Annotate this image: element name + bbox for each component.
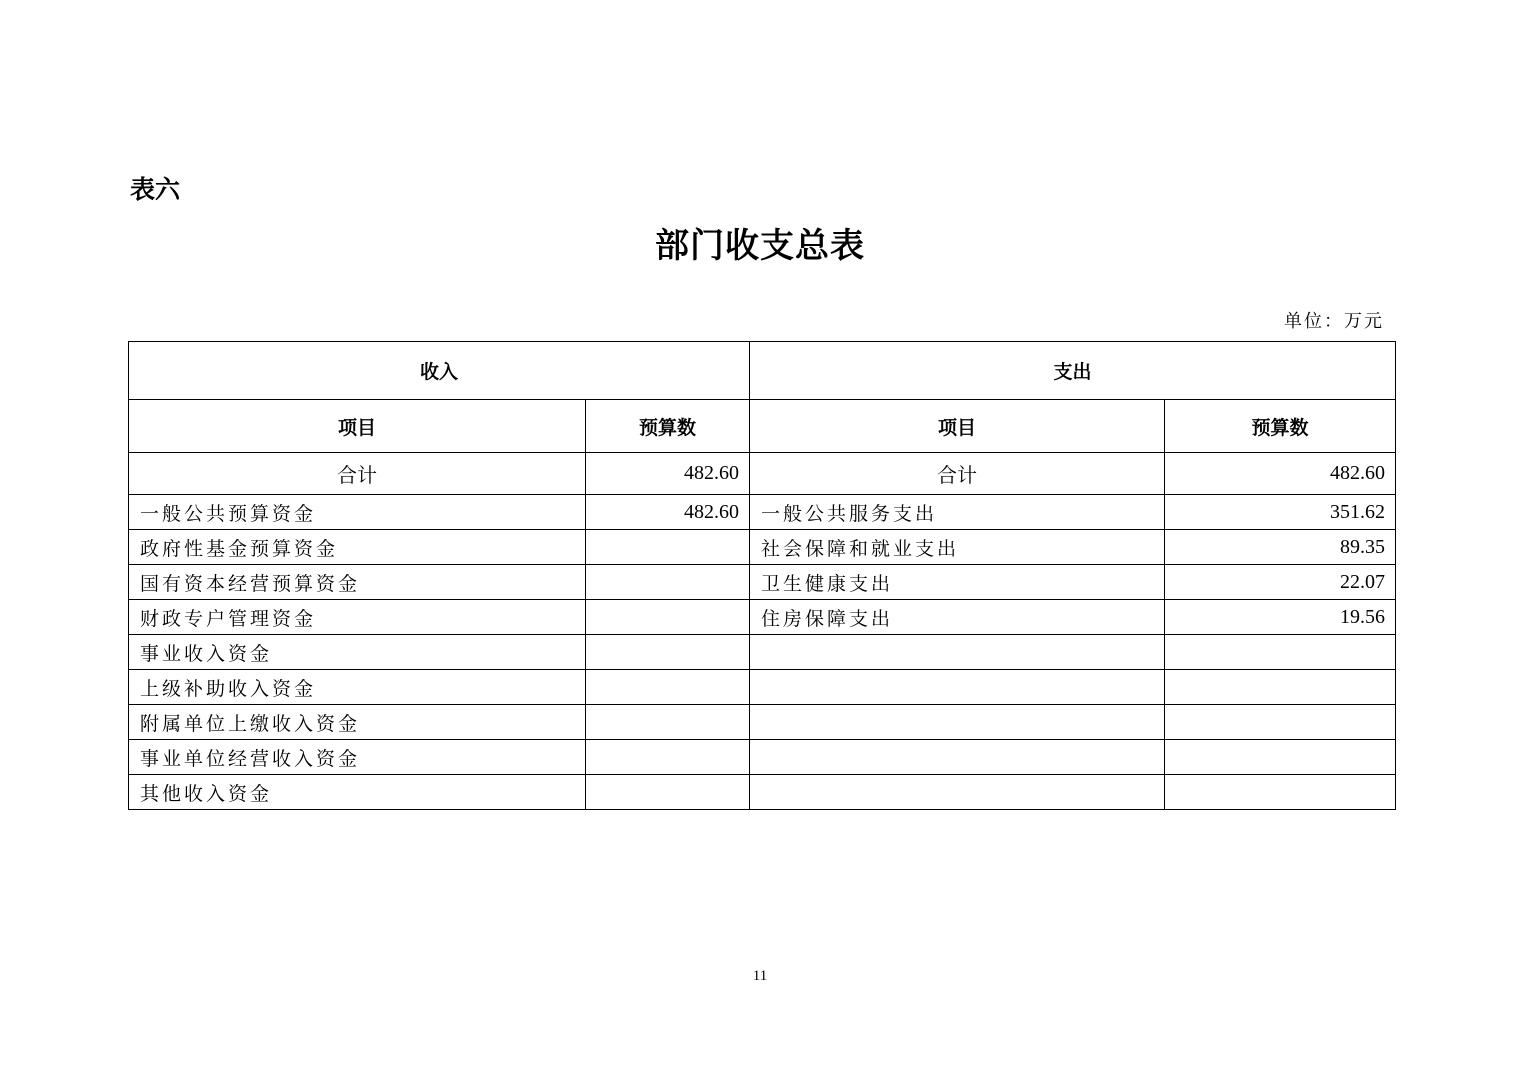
expense-amount-cell (1165, 705, 1396, 740)
expense-item-cell (750, 670, 1165, 705)
income-amount-column-header: 预算数 (586, 400, 750, 453)
expense-item-cell: 住房保障支出 (750, 600, 1165, 635)
expense-amount-cell: 19.56 (1165, 600, 1396, 635)
table-row (129, 670, 1396, 705)
income-item-cell: 一般公共预算资金 (129, 495, 586, 530)
income-item-cell: 上级补助收入资金 (129, 670, 586, 705)
table-row (129, 740, 1396, 775)
unit-note: 单位：万元 (1284, 311, 1384, 332)
table-row (129, 565, 1396, 600)
expense-item-cell: 一般公共服务支出 (750, 495, 1165, 530)
expense-total-label: 合计 (750, 453, 1165, 495)
income-amount-cell (586, 775, 750, 810)
document-title: 部门收支总表 (655, 226, 865, 266)
table-row (129, 530, 1396, 565)
group-header-row (129, 342, 1396, 400)
expense-amount-cell (1165, 635, 1396, 670)
income-amount-cell: 482.60 (586, 495, 750, 530)
income-item-cell: 其他收入资金 (129, 775, 586, 810)
expense-amount-cell (1165, 670, 1396, 705)
income-amount-cell (586, 635, 750, 670)
expense-amount-cell: 89.35 (1165, 530, 1396, 565)
expense-item-cell (750, 775, 1165, 810)
expense-amount-cell (1165, 775, 1396, 810)
income-amount-cell (586, 530, 750, 565)
table-row (129, 705, 1396, 740)
expense-total-value: 482.60 (1165, 453, 1396, 495)
table-label: 表六 (130, 175, 181, 204)
income-amount-cell (586, 600, 750, 635)
income-total-label: 合计 (129, 453, 586, 495)
expense-amount-cell: 351.62 (1165, 495, 1396, 530)
income-item-cell: 财政专户管理资金 (129, 600, 586, 635)
income-group-header: 收入 (129, 342, 750, 400)
column-header-row (129, 400, 1396, 453)
income-amount-cell (586, 705, 750, 740)
income-item-cell: 政府性基金预算资金 (129, 530, 586, 565)
expense-item-cell: 社会保障和就业支出 (750, 530, 1165, 565)
expense-item-cell (750, 705, 1165, 740)
income-item-cell: 事业单位经营收入资金 (129, 740, 586, 775)
table-row (129, 635, 1396, 670)
income-amount-cell (586, 740, 750, 775)
expense-group-header: 支出 (750, 342, 1396, 400)
income-amount-cell (586, 670, 750, 705)
table-row (129, 600, 1396, 635)
income-total-value: 482.60 (586, 453, 750, 495)
expense-amount-cell (1165, 740, 1396, 775)
budget-table (128, 341, 1396, 810)
table-row (129, 775, 1396, 810)
income-item-cell: 附属单位上缴收入资金 (129, 705, 586, 740)
expense-item-column-header: 项目 (750, 400, 1165, 453)
expense-item-cell: 卫生健康支出 (750, 565, 1165, 600)
income-amount-cell (586, 565, 750, 600)
expense-amount-cell: 22.07 (1165, 565, 1396, 600)
income-item-column-header: 项目 (129, 400, 586, 453)
total-row (129, 453, 1396, 495)
table-row (129, 495, 1396, 530)
income-item-cell: 事业收入资金 (129, 635, 586, 670)
page-number: 11 (752, 968, 768, 984)
expense-amount-column-header: 预算数 (1165, 400, 1396, 453)
income-item-cell: 国有资本经营预算资金 (129, 565, 586, 600)
expense-item-cell (750, 740, 1165, 775)
expense-item-cell (750, 635, 1165, 670)
